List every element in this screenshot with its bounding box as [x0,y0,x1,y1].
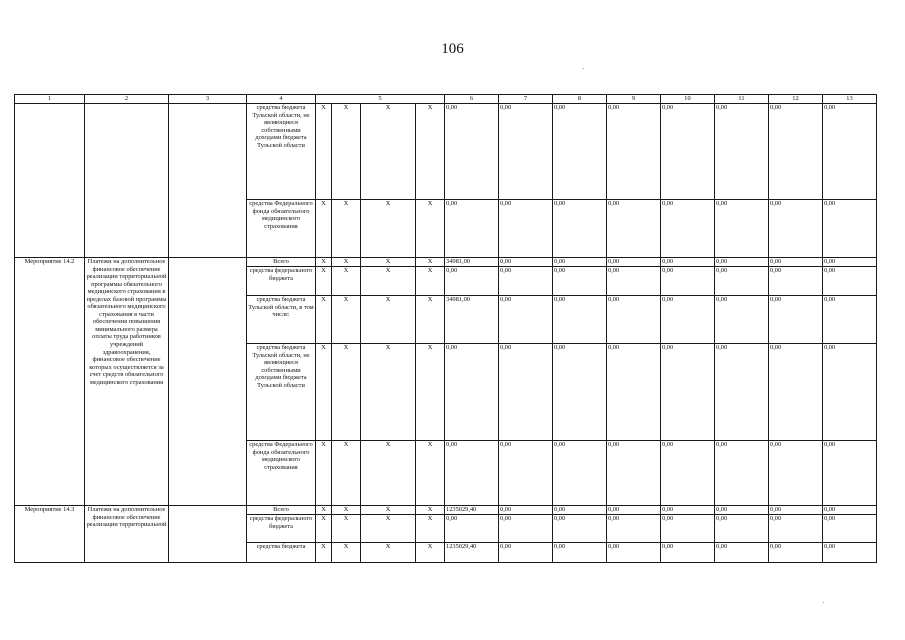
amount-cell: 1235029,40 [445,543,499,563]
amount-cell: 0,00 [553,258,607,267]
column-number: 9 [607,95,661,104]
funding-source-cell: средства федерального бюджета [247,515,316,543]
column-number: 6 [445,95,499,104]
amount-cell: 0,00 [715,543,769,563]
amount-cell: 0,00 [445,267,499,296]
amount-cell: 0,00 [769,258,823,267]
amount-cell: 34981,00 [445,296,499,344]
budget-table [14,94,877,563]
amount-cell: 0,00 [499,296,553,344]
amount-cell: 0,00 [769,267,823,296]
amount-cell: 0,00 [661,441,715,506]
funding-source-cell: Всего [247,258,316,267]
amount-cell: 0,00 [769,515,823,543]
scan-speck: · [582,64,585,73]
column-number: 3 [169,95,247,104]
cross-mark-cell: X [316,258,332,267]
cross-mark-cell: X [416,258,445,267]
column-number: 12 [769,95,823,104]
cross-mark-cell: X [316,543,332,563]
funding-source-cell: средства Федерального фонда обязательного медицинского страхования [247,441,316,506]
funding-source-cell: средства Федерального фонда обязательного медицинского страхования [247,200,316,258]
amount-cell: 0,00 [499,104,553,200]
cross-mark-cell: X [332,296,361,344]
table-row [15,104,877,200]
cross-mark-cell: X [416,267,445,296]
cross-mark-cell: X [332,200,361,258]
amount-cell: 0,00 [607,296,661,344]
amount-cell: 0,00 [715,104,769,200]
amount-cell: 0,00 [607,543,661,563]
amount-cell: 0,00 [823,200,877,258]
amount-cell: 0,00 [769,543,823,563]
amount-cell: 0,00 [607,515,661,543]
measure-name-cell: Мероприятие 14.3 [15,506,85,563]
column-number: 1 [15,95,85,104]
amount-cell: 0,00 [607,344,661,441]
amount-cell: 0,00 [445,104,499,200]
amount-cell: 0,00 [769,441,823,506]
amount-cell: 0,00 [499,515,553,543]
cross-mark-cell: X [361,258,416,267]
amount-cell: 0,00 [553,296,607,344]
amount-cell: 0,00 [661,344,715,441]
cross-mark-cell: X [361,104,416,200]
amount-cell: 0,00 [823,296,877,344]
cross-mark-cell: X [332,506,361,515]
cross-mark-cell: X [416,200,445,258]
amount-cell: 0,00 [661,515,715,543]
column-number: 8 [553,95,607,104]
column-number: 4 [247,95,316,104]
column-number: 2 [85,95,169,104]
amount-cell: 0,00 [499,200,553,258]
amount-cell: 0,00 [661,258,715,267]
amount-cell: 0,00 [715,344,769,441]
amount-cell: 0,00 [445,344,499,441]
cross-mark-cell: X [361,543,416,563]
column-number: 13 [823,95,877,104]
funding-source-cell: средства бюджета Тульской области, в том числе: [247,296,316,344]
amount-cell: 0,00 [607,267,661,296]
cross-mark-cell: X [416,543,445,563]
amount-cell: 0,00 [661,200,715,258]
funding-source-cell: Всего [247,506,316,515]
amount-cell: 0,00 [769,506,823,515]
measure-name-cell [15,104,85,258]
amount-cell: 0,00 [553,200,607,258]
amount-cell: 0,00 [499,258,553,267]
measure-description-cell: Платежи на дополнительное финансовое обеспечение реализации территориальной [85,506,169,563]
amount-cell: 0,00 [823,267,877,296]
amount-cell: 0,00 [499,506,553,515]
amount-cell: 0,00 [499,543,553,563]
amount-cell: 0,00 [553,267,607,296]
amount-cell: 0,00 [661,506,715,515]
cross-mark-cell: X [361,200,416,258]
amount-cell: 0,00 [553,441,607,506]
amount-cell: 0,00 [823,344,877,441]
amount-cell: 0,00 [715,506,769,515]
column-number: 7 [499,95,553,104]
amount-cell: 0,00 [715,515,769,543]
amount-cell: 0,00 [661,543,715,563]
cross-mark-cell: X [332,267,361,296]
funding-source-cell: средства бюджета Тульской области, не являющиеся собственными доходами бюджета Тульской области [247,344,316,441]
amount-cell: 0,00 [823,515,877,543]
amount-cell: 0,00 [499,344,553,441]
amount-cell: 0,00 [661,296,715,344]
scan-speck: · [822,598,825,607]
cross-mark-cell: X [316,200,332,258]
cross-mark-cell: X [332,543,361,563]
cross-mark-cell: X [361,515,416,543]
column-number-row [15,95,877,104]
amount-cell: 0,00 [445,200,499,258]
table-row [15,258,877,267]
amount-cell: 0,00 [823,543,877,563]
amount-cell: 0,00 [445,515,499,543]
amount-cell: 0,00 [715,441,769,506]
cross-mark-cell: X [316,104,332,200]
cross-mark-cell: X [416,344,445,441]
amount-cell: 0,00 [607,506,661,515]
amount-cell: 1235029,40 [445,506,499,515]
amount-cell: 0,00 [769,200,823,258]
amount-cell: 0,00 [715,258,769,267]
amount-cell: 0,00 [715,296,769,344]
cross-mark-cell: X [416,515,445,543]
amount-cell: 0,00 [715,267,769,296]
amount-cell: 0,00 [607,441,661,506]
amount-cell: 0,00 [553,515,607,543]
amount-cell: 0,00 [499,267,553,296]
cross-mark-cell: X [332,441,361,506]
column-number: 10 [661,95,715,104]
cross-mark-cell: X [316,267,332,296]
amount-cell: 0,00 [823,258,877,267]
cross-mark-cell: X [316,344,332,441]
cross-mark-cell: X [416,104,445,200]
amount-cell: 0,00 [715,200,769,258]
amount-cell: 0,00 [823,441,877,506]
measure-description-cell: Платежи на дополнительное финансовое обеспечение реализации территориальной программы обязательного медицинского страхования в пределах базовой программы обязательного медицинского страхования в части обеспечения повышения минимального размера оплаты труда работников учреждений здравоохранения, финансовое обеспечение которых осуществляется за счет средств обязательного медицинского страхования [85,258,169,506]
measure-description-cell [85,104,169,258]
funding-source-cell: средства бюджета Тульской области, не являющиеся собственными доходами бюджета Тульской области [247,104,316,200]
cross-mark-cell: X [361,344,416,441]
cross-mark-cell: X [316,515,332,543]
amount-cell: 0,00 [553,344,607,441]
cross-mark-cell: X [361,441,416,506]
cross-mark-cell: X [332,515,361,543]
measure-name-cell: Мероприятие 14.2 [15,258,85,506]
amount-cell: 34981,00 [445,258,499,267]
cross-mark-cell: X [316,296,332,344]
cross-mark-cell: X [416,296,445,344]
cross-mark-cell: X [361,296,416,344]
cross-mark-cell: X [332,104,361,200]
cross-mark-cell: X [416,506,445,515]
amount-cell: 0,00 [553,543,607,563]
page-number: 106 [441,41,464,57]
amount-cell: 0,00 [823,104,877,200]
column-number: 11 [715,95,769,104]
amount-cell: 0,00 [499,441,553,506]
amount-cell: 0,00 [553,104,607,200]
amount-cell: 0,00 [607,104,661,200]
cross-mark-cell: X [316,506,332,515]
amount-cell: 0,00 [661,267,715,296]
column-3-cell [169,104,247,258]
cross-mark-cell: X [332,344,361,441]
funding-source-cell: средства бюджета [247,543,316,563]
cross-mark-cell: X [332,258,361,267]
cross-mark-cell: X [361,506,416,515]
table-row [15,506,877,515]
cross-mark-cell: X [361,267,416,296]
amount-cell: 0,00 [823,506,877,515]
cross-mark-cell: X [416,441,445,506]
cross-mark-cell: X [316,441,332,506]
amount-cell: 0,00 [553,506,607,515]
amount-cell: 0,00 [769,344,823,441]
amount-cell: 0,00 [607,258,661,267]
column-number: 5 [316,95,445,104]
amount-cell: 0,00 [445,441,499,506]
amount-cell: 0,00 [769,104,823,200]
column-3-cell [169,506,247,563]
column-3-cell [169,258,247,506]
amount-cell: 0,00 [661,104,715,200]
amount-cell: 0,00 [769,296,823,344]
amount-cell: 0,00 [607,200,661,258]
funding-source-cell: средства федерального бюджета [247,267,316,296]
